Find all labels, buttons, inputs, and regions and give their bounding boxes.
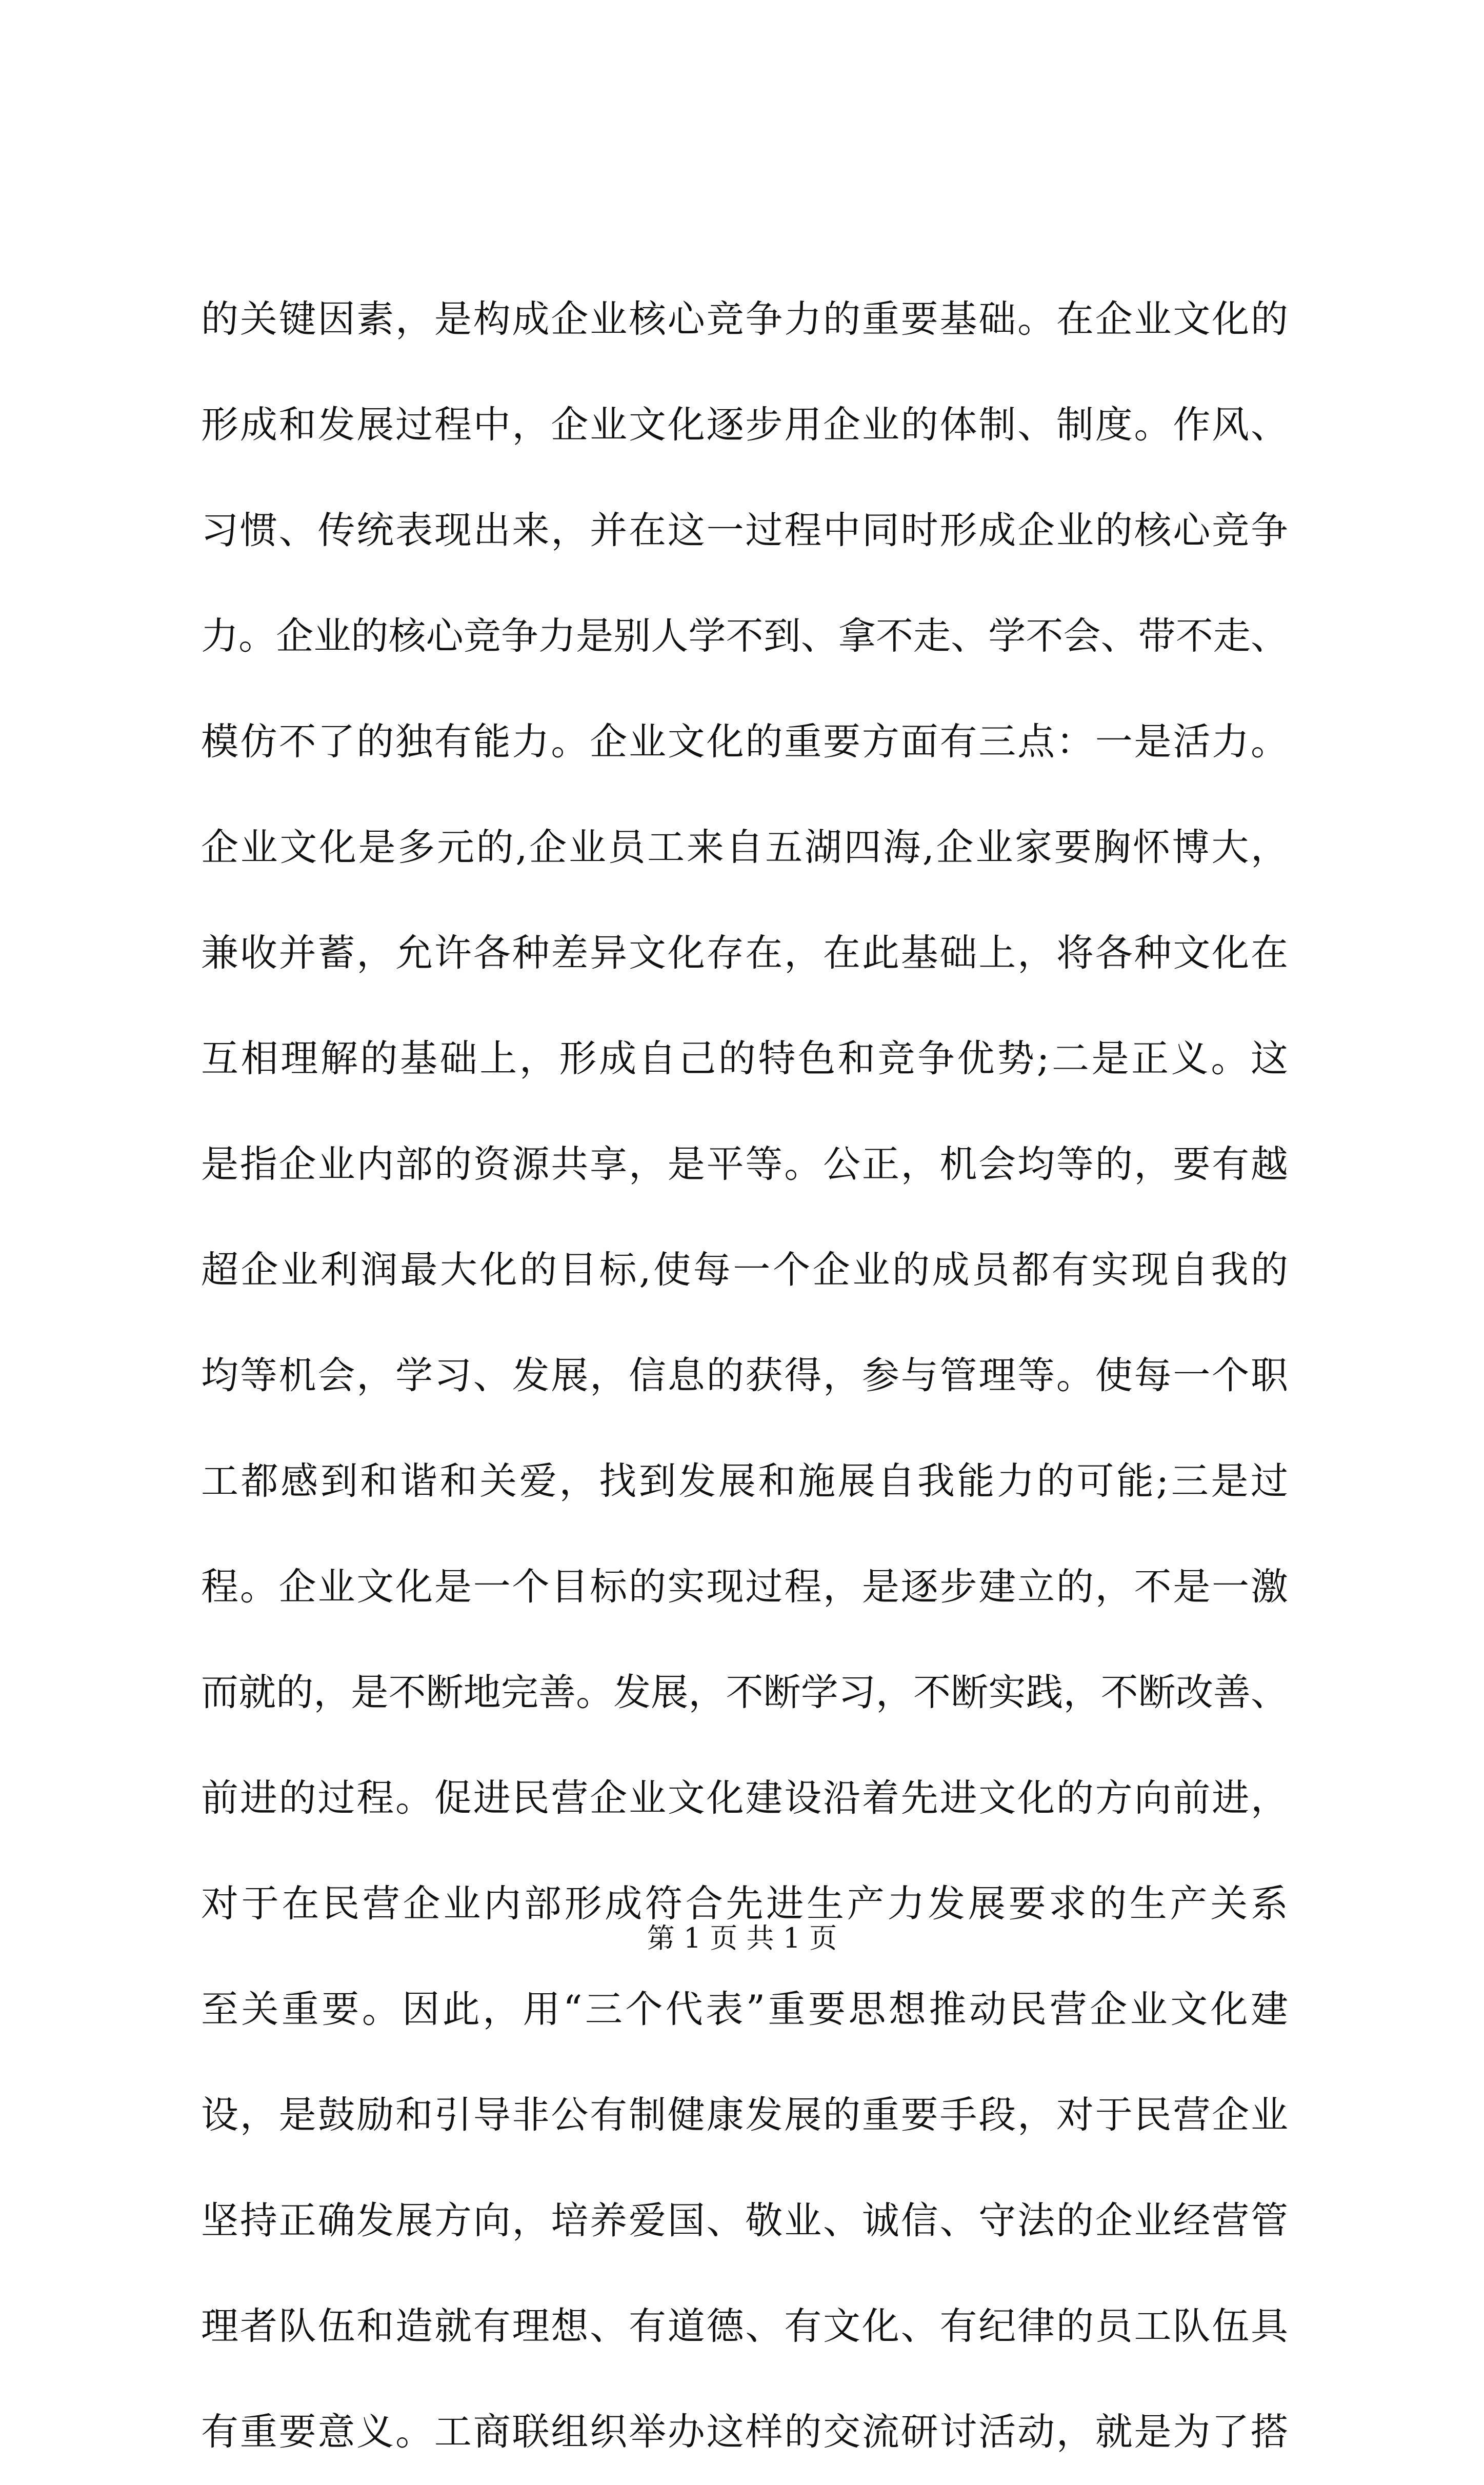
- text-line: 形成和发展过程中，企业文化逐步用企业的体制、制度。作风、: [201, 403, 1288, 447]
- text-line: 互相理解的基础上，形成自己的特色和竞争优势;二是正义。这: [201, 1037, 1288, 1080]
- text-line: 前进的过程。促进民营企业文化建设沿着先进文化的方向前进，: [201, 1776, 1288, 1820]
- body-text: [201, 267, 1288, 2485]
- text-line: 力。企业的核心竞争力是别人学不到、拿不走、学不会、带不走、: [201, 614, 1288, 658]
- text-line: 程。企业文化是一个目标的实现过程，是逐步建立的，不是一激: [201, 1565, 1288, 1609]
- text-line: 坚持正确发展方向，培养爱国、敬业、诚信、守法的企业经营管: [201, 2199, 1288, 2242]
- text-line: 有重要意义。工商联组织举办这样的交流研讨活动，就是为了搭: [201, 2410, 1288, 2454]
- text-line: 超企业利润最大化的目标,使每一个企业的成员都有实现自我的: [201, 1248, 1288, 1292]
- text-line: 理者队伍和造就有理想、有道德、有文化、有纪律的员工队伍具: [201, 2304, 1288, 2348]
- text-line: 至关重要。因此，用“三个代表”重要思想推动民营企业文化建: [201, 1988, 1288, 2031]
- text-line: 的关键因素，是构成企业核心竞争力的重要基础。在企业文化的: [201, 297, 1288, 341]
- text-line: 企业文化是多元的,企业员工来自五湖四海,企业家要胸怀博大，: [201, 826, 1288, 869]
- text-line: 模仿不了的独有能力。企业文化的重要方面有三点：一是活力。: [201, 720, 1288, 764]
- text-line: 对于在民营企业内部形成符合先进生产力发展要求的生产关系: [201, 1882, 1288, 1926]
- text-line: 均等机会，学习、发展，信息的获得，参与管理等。使每一个职: [201, 1354, 1288, 1397]
- text-line: 设，是鼓励和引导非公有制健康发展的重要手段，对于民营企业: [201, 2093, 1288, 2137]
- text-line: 是指企业内部的资源共享，是平等。公正，机会均等的，要有越: [201, 1143, 1288, 1186]
- text-line: 工都感到和谐和关爱，找到发展和施展自我能力的可能;三是过: [201, 1459, 1288, 1503]
- text-line: 兼收并蓄，允许各种差异文化存在，在此基础上，将各种文化在: [201, 931, 1288, 975]
- text-line: 而就的，是不断地完善。发展，不断学习，不断实践，不断改善、: [201, 1671, 1288, 1714]
- text-line: 习惯、传统表现出来，并在这一过程中同时形成企业的核心竞争: [201, 509, 1288, 552]
- page-footer: 第 1 页 共 1 页: [647, 1922, 837, 1954]
